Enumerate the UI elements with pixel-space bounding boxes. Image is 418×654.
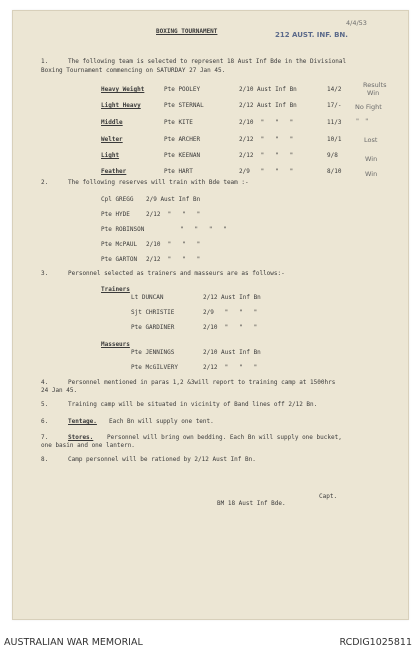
- boxer-name: Pte STERNAL: [164, 102, 204, 109]
- para7-number: 7.: [41, 434, 49, 441]
- para5-number: 5.: [41, 401, 49, 408]
- document-title: BOXING TOURNAMENT: [156, 28, 218, 35]
- para7-line2: one basin and one lantern.: [41, 442, 135, 449]
- boxer-name: Pte KEENAN: [164, 152, 201, 159]
- masseurs-label: Masseurs: [101, 341, 130, 348]
- reserve-unit: 2/12 " " ": [146, 211, 201, 218]
- boxer-result: No Fight: [355, 103, 382, 111]
- boxer-unit: 2/9 " " ": [239, 168, 294, 175]
- boxer-unit: 2/10 " " ": [239, 119, 294, 126]
- weight-class: Heavy Weight: [101, 86, 145, 93]
- masseur-name: Pte McGILVERY: [131, 364, 178, 371]
- boxer-result: Lost: [364, 136, 378, 144]
- weight-class: Middle: [101, 119, 123, 126]
- signature-unit: BM 18 Aust Inf Bde.: [217, 500, 286, 507]
- boxer-result: " ": [356, 117, 369, 125]
- boxer-number: 17/-: [327, 102, 342, 109]
- archive-reference: RCDIG1025811: [339, 637, 412, 648]
- boxer-result: Win: [367, 89, 380, 97]
- reserve-unit: 2/12 " " ": [146, 256, 201, 263]
- results-header: Results: [363, 81, 387, 89]
- para6-text: Each Bn will supply one tent.: [109, 418, 214, 425]
- boxer-unit: 2/12 " " ": [239, 152, 294, 159]
- masseur-unit: 2/10 Aust Inf Bn: [203, 349, 261, 356]
- reserve-unit: 2/9 Aust Inf Bn: [146, 196, 201, 203]
- para3-text: Personnel selected as trainers and masseurs are as follows:-: [68, 270, 285, 277]
- boxer-name: Pte ARCHER: [164, 136, 201, 143]
- trainer-unit: 2/10 " " ": [203, 324, 258, 331]
- trainer-unit: 2/9 " " ": [203, 309, 258, 316]
- reserve-name: Cpl GREGG: [101, 196, 134, 203]
- boxer-unit: 2/12 " " ": [239, 136, 294, 143]
- boxer-number: 9/8: [327, 152, 338, 159]
- para1-line1: The following team is selected to represent 18 Aust Inf Bde in the Divisional: [68, 58, 347, 65]
- reserve-unit: " " " ": [180, 226, 227, 233]
- archive-name: AUSTRALIAN WAR MEMORIAL: [4, 637, 143, 648]
- boxer-result: Win: [365, 170, 378, 178]
- para2-text: The following reserves will train with Bde team :-: [68, 179, 249, 186]
- boxer-number: 10/1: [327, 136, 342, 143]
- para2-number: 2.: [41, 179, 49, 186]
- reserve-name: Pte ROBINSON: [101, 226, 145, 233]
- para5-text: Training camp will be situated in vicinity of Band lines off 2/12 Bn.: [68, 401, 318, 408]
- boxer-unit: 2/12 Aust Inf Bn: [239, 102, 297, 109]
- archive-footer: [0, 632, 418, 654]
- boxer-name: Pte POOLEY: [164, 86, 201, 93]
- para4-line2: 24 Jan 45.: [41, 387, 78, 394]
- signature-rank: Capt.: [319, 493, 338, 500]
- para6-number: 6.: [41, 418, 49, 425]
- reserve-name: Pte McPAUL: [101, 241, 138, 248]
- boxer-name: Pte KITE: [164, 119, 193, 126]
- boxer-number: 8/10: [327, 168, 342, 175]
- document-page: [12, 10, 409, 620]
- para7-label: Stores.: [68, 434, 94, 441]
- weight-class: Light Heavy: [101, 102, 141, 109]
- reserve-name: Pte GARTON: [101, 256, 138, 263]
- para8-number: 8.: [41, 456, 49, 463]
- para4-number: 4.: [41, 379, 49, 386]
- boxer-result: Win: [365, 155, 378, 163]
- boxer-name: Pte HART: [164, 168, 193, 175]
- trainer-unit: 2/12 Aust Inf Bn: [203, 294, 261, 301]
- trainers-label: Trainers: [101, 286, 130, 293]
- handwritten-reference: 4/4/53: [346, 19, 367, 27]
- reserve-name: Pte HYDE: [101, 211, 130, 218]
- para7-line1: Personnel will bring own bedding. Each Bn will supply one bucket,: [107, 434, 342, 441]
- masseur-unit: 2/12 " " ": [203, 364, 258, 371]
- boxer-number: 11/3: [327, 119, 342, 126]
- weight-class: Welter: [101, 136, 123, 143]
- boxer-number: 14/2: [327, 86, 342, 93]
- masseur-name: Pte JENNINGS: [131, 349, 175, 356]
- reserve-unit: 2/10 " " ": [146, 241, 201, 248]
- para3-number: 3.: [41, 270, 49, 277]
- para1-line2: Boxing Tournament commencing on SATURDAY 27 Jan 45.: [41, 67, 226, 74]
- para8-text: Camp personnel will be rationed by 2/12 Aust Inf Bn.: [68, 456, 256, 463]
- trainer-name: Sjt CHRISTIE: [131, 309, 175, 316]
- trainer-name: Pte GARDINER: [131, 324, 175, 331]
- para6-label: Tentage.: [68, 418, 97, 425]
- para1-number: 1.: [41, 58, 49, 65]
- weight-class: Feather: [101, 168, 127, 175]
- unit-stamp: 212 AUST. INF. BN.: [275, 31, 348, 39]
- trainer-name: Lt DUNCAN: [131, 294, 164, 301]
- boxer-unit: 2/10 Aust Inf Bn: [239, 86, 297, 93]
- weight-class: Light: [101, 152, 120, 159]
- para4-line1: Personnel mentioned in paras 1,2 &3will report to training camp at 1500hrs: [68, 379, 336, 386]
